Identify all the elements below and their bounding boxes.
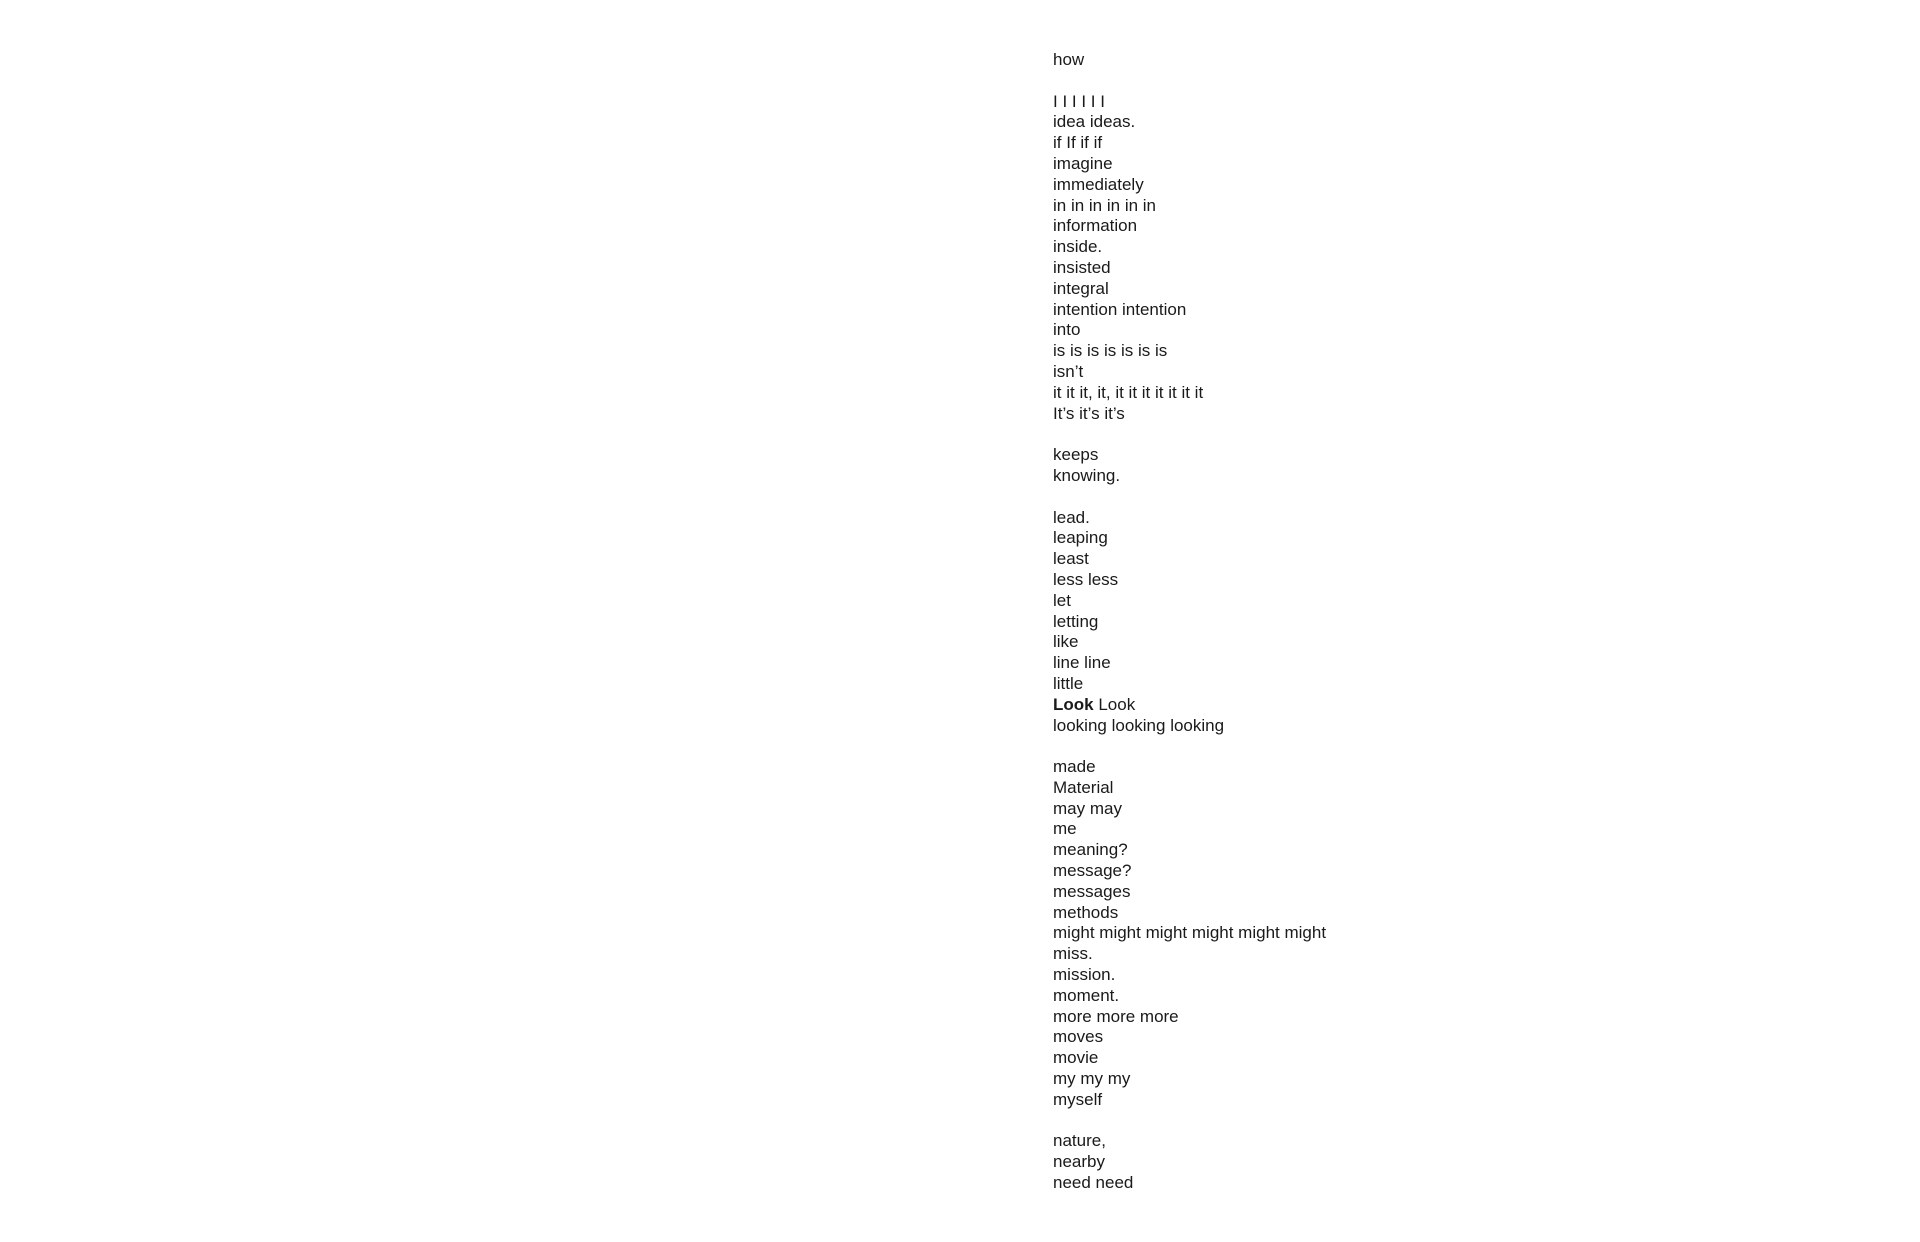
word-line: moment. [1053,985,1120,1005]
word-line: little [1053,673,1084,693]
word-line: I I I I I I [1053,91,1105,111]
word-line: keeps [1053,445,1099,465]
word-line: might might might might might might [1053,923,1327,943]
word-line: it it it, it, it it it it it it it [1053,382,1204,402]
blank-line [1053,1111,1653,1132]
word-line: messages [1053,881,1131,901]
word-line: nearby [1053,1152,1105,1172]
word-line: lead. [1053,507,1090,527]
word-line: less less [1053,569,1119,589]
word-line: immediately [1053,174,1144,194]
word-line: in in in in in in [1053,195,1157,215]
word-line: if If if if [1053,133,1103,153]
word-line: leaping [1053,528,1108,548]
word-line: into [1053,320,1081,340]
blank-line [1053,424,1653,445]
word-line: myself [1053,1089,1103,1109]
word-line: let [1053,590,1071,610]
word-line: intention intention [1053,299,1187,319]
word-line: least [1053,549,1089,569]
word-line: Material [1053,777,1114,797]
word-line: me [1053,819,1077,839]
word-list [1053,50,1653,1194]
blank-line [1053,487,1653,508]
bold-word: Look [1053,694,1094,714]
word-line: letting [1053,611,1099,631]
word-line: may may [1053,798,1122,818]
word-line: mission. [1053,965,1116,985]
word-line: It’s it’s it’s [1053,403,1125,423]
word-line: methods [1053,902,1119,922]
word-line: more more more [1053,1006,1179,1026]
word-line: knowing. [1053,465,1121,485]
word-line: message? [1053,861,1132,881]
word-line: miss. [1053,944,1093,964]
blank-line [1053,71,1653,92]
word-line: insisted [1053,257,1111,277]
word-line: information [1053,216,1138,236]
word-line: meaning? [1053,840,1128,860]
word-line: inside. [1053,237,1103,257]
word-line: idea ideas. [1053,112,1136,132]
word-line: movie [1053,1048,1099,1068]
word-line: isn’t [1053,361,1084,381]
blank-line [1053,736,1653,757]
word-line: line line [1053,653,1111,673]
word-text: Look [1093,694,1136,714]
word-line: made [1053,757,1096,777]
word-line: need need [1053,1173,1134,1193]
word-line: moves [1053,1027,1104,1047]
word-line: how [1053,50,1085,69]
word-line: my my my [1053,1069,1131,1089]
word-line: looking looking looking [1053,715,1225,735]
word-line [1053,695,1653,716]
word-line: nature, [1053,1131,1106,1151]
word-line: like [1053,632,1079,652]
word-line: imagine [1053,153,1113,173]
word-line: integral [1053,278,1109,298]
word-line: is is is is is is is [1053,341,1168,361]
